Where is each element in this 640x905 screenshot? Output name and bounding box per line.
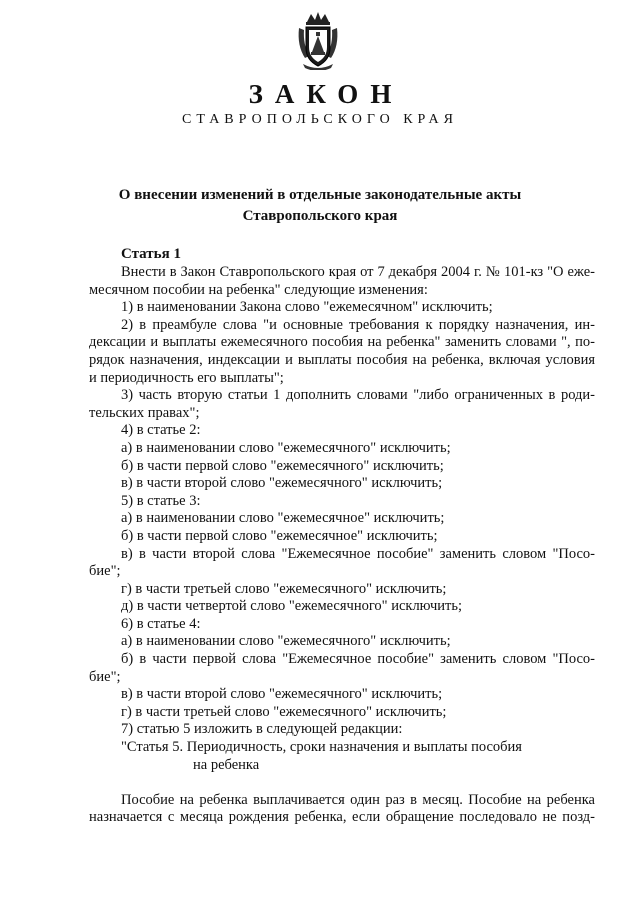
law-title: ЗАКОН — [248, 79, 404, 109]
text-line: а) в наименовании слово "ежемесячное" исключить; — [121, 510, 445, 527]
text-line: тельских правах"; — [89, 404, 200, 421]
text-line: а) в наименовании слово "ежемесячного" исключить; — [121, 633, 451, 650]
text-line: бие"; — [89, 668, 121, 685]
article-body — [89, 245, 595, 827]
text-line: бие"; — [89, 563, 121, 580]
coat-of-arms-icon — [295, 12, 341, 70]
heading-line-2: Ставропольского края — [242, 208, 398, 224]
text-line: и периодичность его выплаты"; — [89, 369, 284, 386]
text-line: 4) в статье 2: — [121, 422, 201, 439]
text-line: рядок назначения, индексации и выплаты пособия на ребенка, включая условия — [89, 351, 595, 368]
text-line: дексации и выплаты ежемесячного пособия на ребенка" заменить словами ", по- — [89, 334, 595, 351]
text-line: 2) в преамбуле слова "и основные требования к порядку назначения, ин- — [121, 316, 595, 333]
article-title: Статья 1 — [121, 246, 181, 262]
document-heading — [100, 185, 540, 227]
text-line: 6) в статье 4: — [121, 615, 201, 632]
law-subtitle: СТАВРОПОЛЬСКОГО КРАЯ — [182, 112, 458, 127]
text-line: б) в части первой слово "ежемесячное" исключить; — [121, 527, 438, 544]
text-line: б) в части первой слова "Ежемесячное пособие" заменить словом "Посо- — [121, 651, 595, 668]
text-line: 3) часть вторую статьи 1 дополнить словами "либо ограниченных в роди- — [121, 387, 595, 404]
text-line: назначается с месяца рождения ребенка, если обращение последовало не позд- — [89, 809, 595, 826]
text-line: месячном пособии на ребенка" следующие изменения: — [89, 281, 428, 298]
text-line: 1) в наименовании Закона слово "ежемесячном" исключить; — [121, 299, 493, 316]
text-line: а) в наименовании слово "ежемесячного" исключить; — [121, 439, 451, 456]
text-line: д) в части четвертой слово "ежемесячного" исключить; — [121, 598, 462, 615]
text-line: Пособие на ребенка выплачивается один раз в месяц. Пособие на ребенка — [121, 791, 595, 808]
text-line: в) в части второй слово "ежемесячного" исключить; — [121, 686, 443, 703]
text-line: в) в части второй слова "Ежемесячное пособие" заменить словом "Посо- — [121, 545, 595, 562]
text-line: "Статья 5. Периодичность, сроки назначения и выплаты пособия — [121, 739, 522, 756]
text-line: 5) в статье 3: — [121, 492, 201, 509]
text-line: на ребенка — [193, 756, 260, 773]
text-line: Внести в Закон Ставропольского края от 7 декабря 2004 г. № 101-кз "О еже- — [121, 264, 595, 280]
text-line: б) в части первой слово "ежемесячного" исключить; — [121, 457, 444, 474]
text-line: в) в части второй слово "ежемесячного" исключить; — [121, 475, 443, 492]
text-line: г) в части третьей слово "ежемесячного" исключить; — [121, 703, 447, 720]
heading-line-1: О внесении изменений в отдельные законодательные акты — [118, 187, 522, 203]
text-line: г) в части третьей слово "ежемесячного" исключить; — [121, 580, 447, 597]
text-line: 7) статью 5 изложить в следующей редакции: — [121, 721, 403, 738]
